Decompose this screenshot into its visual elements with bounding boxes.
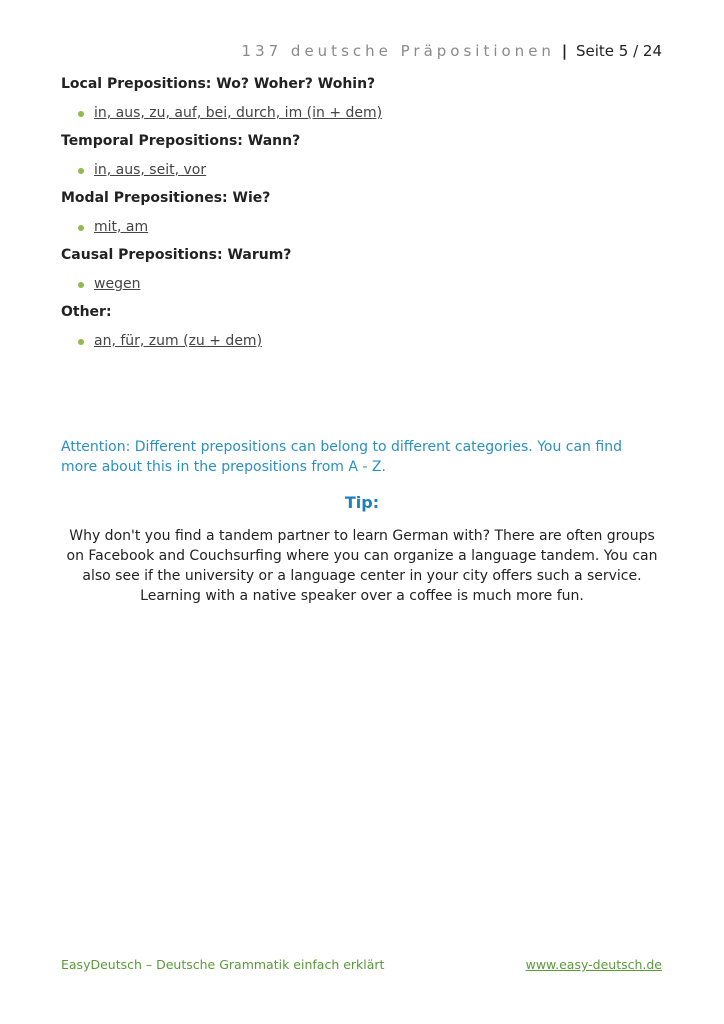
section-heading: Other: bbox=[61, 304, 112, 320]
bullet-icon bbox=[78, 111, 84, 117]
bullet-icon bbox=[78, 339, 84, 345]
bullet-list bbox=[61, 219, 661, 235]
footer-tagline: EasyDeutsch – Deutsche Grammatik einfach erklärt bbox=[61, 957, 385, 972]
footer-website-link[interactable]: www.easy-deutsch.de bbox=[525, 957, 662, 972]
section-heading: Causal Prepositions: Warum? bbox=[61, 247, 292, 263]
list-item bbox=[61, 276, 661, 292]
header-separator: | bbox=[561, 42, 568, 60]
bullet-icon bbox=[78, 225, 84, 231]
preposition-link[interactable]: in, aus, zu, auf, bei, durch, im (in + dem) bbox=[94, 105, 383, 121]
section-causal bbox=[61, 247, 661, 292]
page-header bbox=[242, 42, 662, 60]
preposition-link[interactable]: an, für, zum (zu + dem) bbox=[94, 333, 263, 349]
section-heading: Temporal Prepositions: Wann? bbox=[61, 133, 301, 149]
bullet-icon bbox=[78, 168, 84, 174]
bullet-list bbox=[61, 333, 661, 349]
preposition-link[interactable]: wegen bbox=[94, 276, 141, 292]
list-item bbox=[61, 105, 661, 121]
page-number: Seite 5 / 24 bbox=[575, 42, 662, 60]
preposition-link[interactable]: mit, am bbox=[94, 219, 149, 235]
section-modal bbox=[61, 190, 661, 235]
section-temporal bbox=[61, 133, 661, 178]
bullet-list bbox=[61, 162, 661, 178]
section-heading: Modal Prepositiones: Wie? bbox=[61, 190, 271, 206]
section-heading: Local Prepositions: Wo? Woher? Wohin? bbox=[61, 76, 376, 92]
list-item bbox=[61, 219, 661, 235]
document-title: 137 deutsche Präpositionen bbox=[241, 42, 555, 60]
section-other bbox=[61, 304, 661, 349]
bullet-icon bbox=[78, 282, 84, 288]
tip-body: Why don't you find a tandem partner to learn German with? There are often groups on Facebook and Couchsurfing where you can organize a language tandem. You can also see if the university or a language center in your city offers such a service. Learning with a native speaker over a coffee is much more fun. bbox=[66, 528, 658, 604]
attention-note: Attention: Different prepositions can belong to different categories. You can find more about this in the prepositions from A - Z. bbox=[61, 439, 622, 475]
list-item bbox=[61, 333, 661, 349]
preposition-categories bbox=[61, 76, 661, 361]
preposition-link[interactable]: in, aus, seit, vor bbox=[94, 162, 207, 178]
bullet-list bbox=[61, 276, 661, 292]
tip-heading: Tip: bbox=[344, 493, 380, 512]
bullet-list bbox=[61, 105, 661, 121]
list-item bbox=[61, 162, 661, 178]
section-local bbox=[61, 76, 661, 121]
